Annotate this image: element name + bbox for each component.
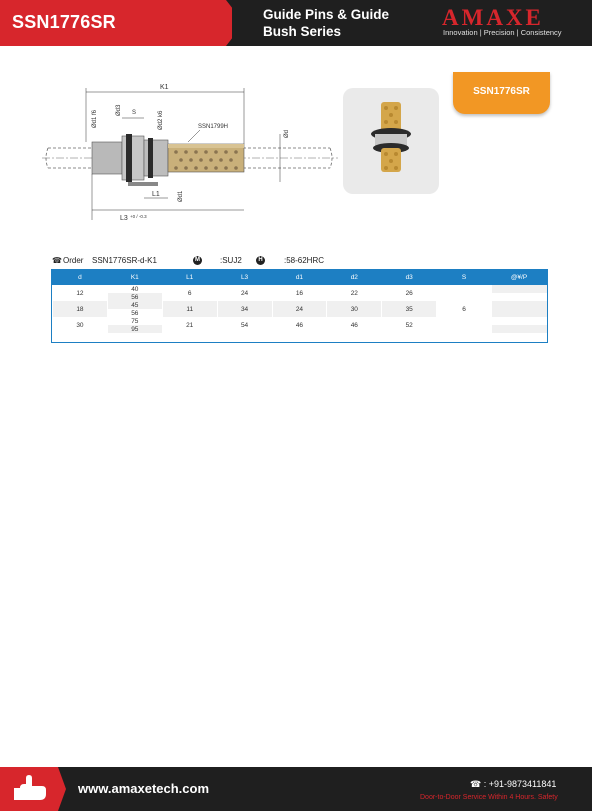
cell-l3: 24: [217, 285, 272, 302]
spec-table: [52, 270, 547, 333]
dim-od1: Ød1: [178, 190, 184, 202]
material-badge: M: [195, 257, 200, 263]
footer-bar: [0, 767, 592, 811]
cell-d: 12: [53, 285, 108, 302]
cell-price: [492, 301, 547, 309]
dim-od1f6: Ød1 f6: [92, 109, 98, 128]
footer-tagline: Door-to-Door Service Within 4 Hours. Safety: [420, 794, 558, 801]
cell-d: 18: [53, 301, 108, 317]
col-header: d: [53, 271, 108, 285]
dim-od2k6: Ød2 k6: [158, 110, 164, 130]
product-photo: [343, 88, 439, 194]
cell-price: [492, 309, 547, 317]
cell-d2: 22: [327, 285, 382, 302]
product-tag: SSN1776SR: [453, 72, 550, 114]
order-label: Order: [63, 256, 84, 265]
series-title: [263, 6, 389, 40]
footer-icon-panel: [0, 767, 66, 811]
cell-l1: 6: [162, 285, 217, 302]
col-header: S: [437, 271, 492, 285]
dim-l3-tolerance: +0 / -0.3: [130, 214, 147, 219]
hardness-badge: H: [256, 256, 265, 265]
cell-k1: 56: [107, 293, 162, 301]
footer-phone-number: : +91-9873411841: [483, 779, 557, 789]
cell-s: 6: [437, 285, 492, 334]
cell-k1: 95: [107, 325, 162, 333]
cell-price: [492, 325, 547, 333]
telephone-icon: ☎: [470, 779, 482, 789]
cell-l3: 54: [217, 317, 272, 333]
pointer-hand-icon: [12, 774, 52, 804]
cell-d3: 52: [382, 317, 437, 333]
dim-od3: Ød3: [116, 104, 122, 116]
material-value: :SUJ2: [220, 256, 242, 265]
page-title: SSN1776SR: [12, 12, 116, 32]
cell-d3: 26: [382, 285, 437, 302]
cell-d: 30: [53, 317, 108, 333]
dim-s: S: [132, 110, 137, 116]
cell-l1: 11: [162, 301, 217, 317]
technical-drawing: [40, 70, 340, 240]
cell-k1: 45: [107, 301, 162, 309]
cell-k1: 40: [107, 285, 162, 294]
col-header: d1: [272, 271, 327, 285]
cell-d3: 35: [382, 301, 437, 317]
col-header: L1: [162, 271, 217, 285]
hardness-value: :58-62HRC: [284, 256, 325, 265]
dim-k1: K1: [160, 84, 169, 91]
col-header: @¥/P: [492, 271, 547, 285]
cell-d1: 24: [272, 301, 327, 317]
brand-tagline: Innovation | Precision | Consistency: [443, 28, 562, 37]
cell-price: [492, 317, 547, 325]
header-bar: [0, 0, 592, 46]
brand-logo: AMAXE: [442, 5, 544, 30]
series-title-line2: Bush Series: [263, 24, 342, 39]
footer-website-link[interactable]: www.amaxetech.com: [78, 781, 210, 796]
footer-phone: [470, 779, 556, 790]
cell-k1: 75: [107, 317, 162, 325]
order-code: SSN1776SR-d-K1: [92, 256, 157, 265]
col-header: d3: [382, 271, 437, 285]
cell-d1: 16: [272, 285, 327, 302]
cell-k1: 56: [107, 309, 162, 317]
cell-d2: 30: [327, 301, 382, 317]
dim-l3: L3: [120, 215, 128, 222]
cell-d1: 46: [272, 317, 327, 333]
guide-bush-image: [343, 88, 439, 194]
ref-ssn1799h: SSN1799H: [198, 124, 229, 130]
cell-price: [492, 285, 547, 294]
cell-l3: 34: [217, 301, 272, 317]
cell-price: [492, 293, 547, 301]
cell-l1: 21: [162, 317, 217, 333]
table-row: [53, 285, 547, 294]
cell-d2: 46: [327, 317, 382, 333]
col-header: K1: [107, 271, 162, 285]
phone-icon: ☎: [52, 256, 62, 265]
col-header: d2: [327, 271, 382, 285]
dim-od: Ød: [284, 129, 290, 138]
series-title-line1: Guide Pins & Guide: [263, 7, 390, 22]
col-header: L3: [217, 271, 272, 285]
table-header-row: [53, 271, 547, 285]
dim-l1: L1: [152, 191, 160, 198]
